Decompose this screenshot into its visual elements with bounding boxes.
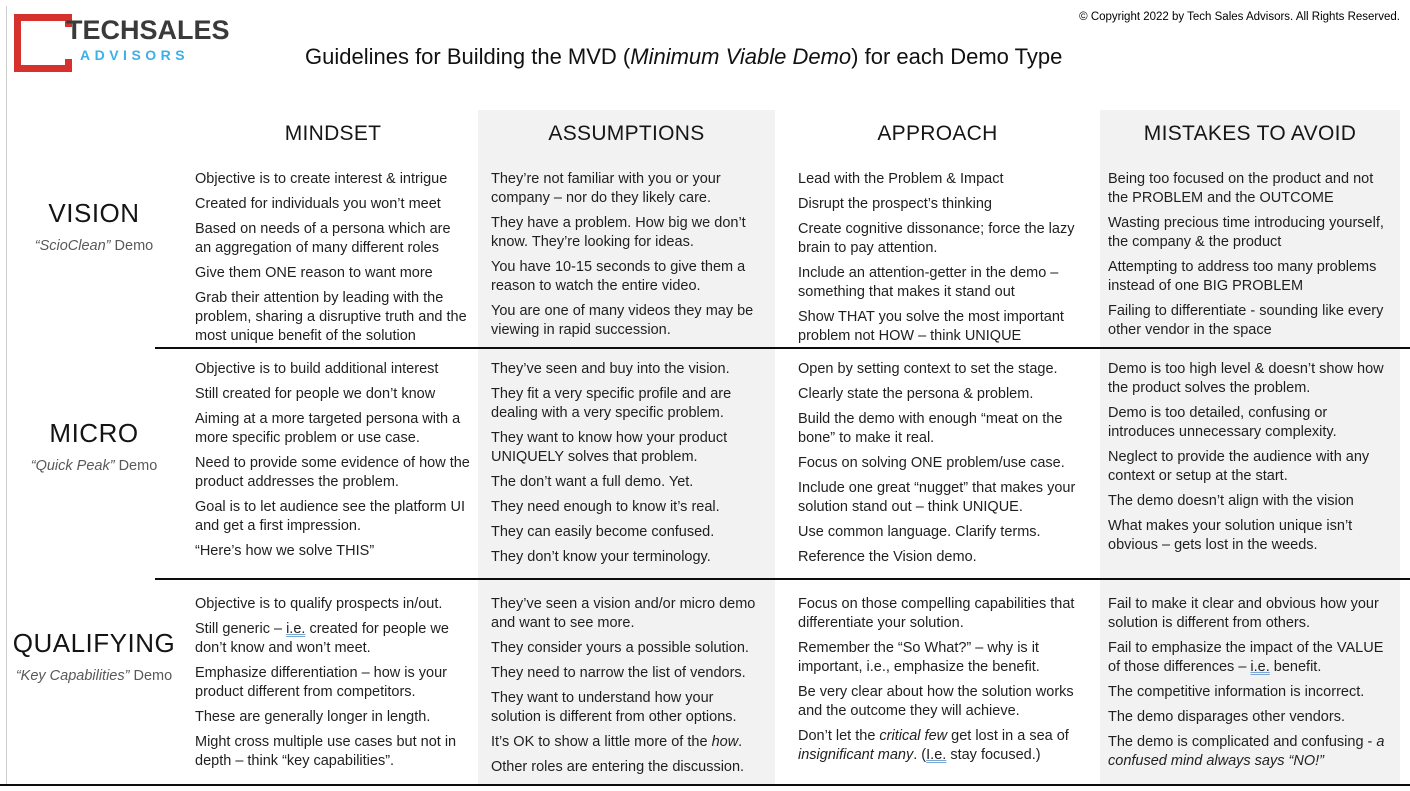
text-run: They consider yours a possible solution. [491, 640, 749, 656]
text-run: i.e. [1250, 659, 1270, 675]
cell-item [491, 758, 763, 777]
cell-item [491, 429, 763, 467]
cell-item [1108, 517, 1390, 555]
cell-item [798, 264, 1082, 302]
text-run: The demo doesn’t align with the vision [1108, 493, 1354, 509]
cell-item [798, 360, 1082, 379]
text-run: These are generally longer in length. [195, 709, 431, 725]
text-run: You have 10-15 seconds to give them a reason to watch the entire video. [491, 259, 746, 294]
text-run: stay focused.) [946, 747, 1041, 763]
row-separator [155, 347, 1410, 349]
text-run: Reference the Vision demo. [798, 549, 977, 565]
row-header-cell [0, 170, 188, 352]
text-run: Neglect to provide the audience with any context or setup at the start. [1108, 449, 1370, 484]
cell-item [798, 195, 1082, 214]
cell-item [491, 258, 763, 296]
text-run: Remember the “So What?” – why is it important, i.e., emphasize the benefit. [798, 640, 1040, 675]
text-run: Emphasize differentiation – how is your product different from competitors. [195, 665, 448, 700]
text-run: Demo [114, 458, 158, 474]
cell-item [195, 620, 470, 658]
row-label: QUALIFYING [12, 628, 176, 658]
cell-item [1108, 683, 1390, 702]
row-sublabel [0, 458, 188, 474]
text-run: Aiming at a more targeted persona with a more specific problem or use case. [195, 411, 461, 446]
cell-item [491, 548, 763, 567]
text-run: “Key Capabilities” [15, 668, 130, 684]
cell-approach [775, 595, 1100, 784]
text-run: They want to know how your product UNIQUELY solves that problem. [491, 430, 728, 465]
text-run: It’s OK to show a little more of the [491, 734, 712, 750]
text-run: I.e. [926, 747, 947, 763]
row-label: VISION [48, 198, 140, 228]
text-run: Focus on solving ONE problem/use case. [798, 455, 1065, 471]
cell-item [491, 473, 763, 492]
text-run: Use common language. Clarify terms. [798, 524, 1041, 540]
text-run: Build the demo with enough “meat on the bone” to make it real. [798, 411, 1063, 446]
text-run: Being too focused on the product and not the PROBLEM and the OUTCOME [1108, 171, 1374, 206]
table-body [0, 158, 1400, 784]
text-run: Created for individuals you won’t meet [195, 196, 441, 212]
cell-item [798, 385, 1082, 404]
row-separator [155, 578, 1410, 580]
cell-assumptions [478, 360, 775, 578]
text-run: They don’t know your terminology. [491, 549, 711, 565]
column-header-row [0, 110, 1400, 158]
text-run: Objective is to create interest & intrigue [195, 171, 448, 187]
text-run: They want to understand how your solution is different from other options. [491, 690, 737, 725]
cell-item [491, 498, 763, 517]
text-run: insignificant many [798, 747, 914, 763]
techsales-logo [14, 13, 230, 75]
cell-item [798, 523, 1082, 542]
cell-item [1108, 448, 1390, 486]
text-run: Be very clear about how the solution works and the outcome they will achieve. [798, 684, 1074, 719]
text-run: Clearly state the persona & problem. [798, 386, 1034, 402]
copyright-notice: © Copyright 2022 by Tech Sales Advisors. All Rights Reserved. [1079, 11, 1400, 23]
text-run: What makes your solution unique isn’t obvious – gets lost in the weeds. [1108, 518, 1353, 553]
row-sublabel [0, 238, 188, 254]
cell-item [1108, 708, 1390, 727]
text-run: Give them ONE reason to want more [195, 265, 433, 281]
logo-subtitle: ADVISORS [80, 47, 190, 63]
column-header-approach: APPROACH [877, 122, 998, 145]
text-run: Disrupt the prospect’s thinking [798, 196, 992, 212]
cell-item [798, 479, 1082, 517]
table-row-qualifying [0, 578, 1400, 784]
cell-item [195, 595, 470, 614]
text-run: critical few [879, 728, 948, 744]
text-run: benefit. [1269, 659, 1322, 675]
cell-mindset [188, 360, 478, 578]
cell-item [491, 170, 763, 208]
cell-item [195, 195, 470, 214]
cell-mistakes [1100, 360, 1400, 578]
cell-item [195, 664, 470, 702]
text-run: Include an attention-getter in the demo – something that makes it stand out [798, 265, 1059, 300]
text-run: Wasting precious time introducing yourself, the company & the product [1108, 215, 1384, 250]
logo-frame-icon [14, 14, 65, 72]
text-run: Might cross multiple use cases but not in depth – think “key capabilities”. [195, 734, 457, 769]
text-run: Attempting to address too many problems instead of one BIG PROBLEM [1108, 259, 1377, 294]
text-run: Demo [129, 668, 173, 684]
cell-item [798, 639, 1082, 677]
cell-item [1108, 214, 1390, 252]
row-label: MICRO [49, 418, 139, 448]
cell-assumptions [478, 170, 775, 352]
text-run: Lead with the Problem & Impact [798, 171, 1004, 187]
cell-item [195, 708, 470, 727]
cell-item [798, 548, 1082, 567]
cell-item [798, 308, 1082, 346]
text-run: They have a problem. How big we don’t know. They’re looking for ideas. [491, 215, 746, 250]
cell-approach [775, 360, 1100, 578]
cell-item [195, 454, 470, 492]
text-run: They need to narrow the list of vendors. [491, 665, 746, 681]
text-run: Grab their attention by leading with the problem, sharing a disruptive truth and the most unique benefit of the solution [195, 290, 467, 344]
text-run: Show THAT you solve the most important problem not HOW – think UNIQUE [798, 309, 1064, 344]
text-run: The don’t want a full demo. Yet. [491, 474, 694, 490]
text-run: Need to provide some evidence of how the product addresses the problem. [195, 455, 470, 490]
cell-item [798, 727, 1082, 765]
cell-item [798, 595, 1082, 633]
title-italic: Minimum Viable Demo [630, 44, 852, 69]
text-run: Demo is too high level & doesn’t show how the product solves the problem. [1108, 361, 1384, 396]
text-run: Fail to make it clear and obvious how your solution is different from others. [1108, 596, 1379, 631]
cell-item [491, 302, 763, 340]
cell-item [1108, 492, 1390, 511]
cell-item [1108, 733, 1390, 771]
text-run: Create cognitive dissonance; force the lazy brain to pay attention. [798, 221, 1075, 256]
cell-item [195, 220, 470, 258]
text-run: Still created for people we don’t know [195, 386, 436, 402]
column-header-mistakes: MISTAKES TO AVOID [1143, 122, 1357, 145]
cell-mistakes [1100, 595, 1400, 784]
text-run: Open by setting context to set the stage. [798, 361, 1058, 377]
cell-item [195, 410, 470, 448]
text-run: Include one great “nugget” that makes your solution stand out – think UNIQUE. [798, 480, 1076, 515]
text-run: The demo is complicated and confusing - [1108, 734, 1377, 750]
cell-approach [775, 170, 1100, 352]
cell-item [491, 595, 763, 633]
text-run: They’ve seen and buy into the vision. [491, 361, 730, 377]
cell-item [1108, 170, 1390, 208]
text-run: Failing to differentiate - sounding like every other vendor in the space [1108, 303, 1384, 338]
cell-item [491, 664, 763, 683]
text-run: “Quick Peak” [30, 458, 115, 474]
cell-item [798, 220, 1082, 258]
cell-item [798, 170, 1082, 189]
cell-item [195, 170, 470, 189]
cell-item [491, 360, 763, 379]
text-run: Focus on those compelling capabilities that differentiate your solution. [798, 596, 1075, 631]
text-run: . [738, 734, 743, 750]
text-run: Objective is to qualify prospects in/out. [195, 596, 443, 612]
cell-item [1108, 258, 1390, 296]
cell-item [195, 733, 470, 771]
logo-wordmark: TECHSALES [66, 15, 230, 45]
text-run: The demo disparages other vendors. [1108, 709, 1345, 725]
cell-item [195, 542, 470, 561]
cell-item [1108, 404, 1390, 442]
text-run: They can easily become confused. [491, 524, 715, 540]
cell-item [1108, 639, 1390, 677]
cell-item [491, 385, 763, 423]
logo-frame-stub [65, 59, 72, 72]
column-header-mindset: MINDSET [284, 122, 382, 145]
text-run: The competitive information is incorrect. [1108, 684, 1365, 700]
cell-item [491, 689, 763, 727]
column-header-assumptions: ASSUMPTIONS [548, 122, 705, 145]
cell-mindset [188, 170, 478, 352]
cell-item [1108, 360, 1390, 398]
cell-item [798, 683, 1082, 721]
table-row-vision [0, 158, 1400, 347]
row-header-cell [0, 360, 188, 578]
text-run: created for people we don’t know and won’t meet. [195, 621, 449, 656]
text-run: Other roles are entering the discussion. [491, 759, 745, 775]
text-run: Objective is to build additional interest [195, 361, 439, 377]
guidelines-table [0, 110, 1400, 784]
cell-item [195, 360, 470, 379]
text-run: Don’t let the [798, 728, 880, 744]
row-sublabel [0, 668, 188, 684]
cell-item [491, 214, 763, 252]
table-row-micro [0, 347, 1400, 578]
cell-item [798, 410, 1082, 448]
cell-item [798, 454, 1082, 473]
text-run: They’ve seen a vision and/or micro demo and want to see more. [491, 596, 756, 631]
page-title [305, 44, 1062, 70]
bottom-border-line [0, 784, 1410, 786]
cell-item [491, 523, 763, 542]
text-run: get lost in a sea of [947, 728, 1069, 744]
text-run: a confused mind always says “NO!” [1108, 734, 1385, 769]
text-run: Demo [110, 238, 154, 254]
title-prefix: Guidelines for Building the MVD ( [305, 44, 631, 69]
cell-mindset [188, 595, 478, 784]
cell-item [195, 264, 470, 283]
cell-item [1108, 595, 1390, 633]
text-run: Based on needs of a persona which are an aggregation of many different roles [195, 221, 451, 256]
cell-item [491, 733, 763, 752]
text-run: Demo is too detailed, confusing or introduces unnecessary complexity. [1108, 405, 1337, 440]
text-run: They need enough to know it’s real. [491, 499, 720, 515]
cell-item [195, 498, 470, 536]
cell-item [195, 385, 470, 404]
text-run: Goal is to let audience see the platform UI and get a first impression. [195, 499, 466, 534]
text-run: . ( [913, 747, 927, 763]
text-run: Fail to emphasize the impact of the VALUE of those differences – [1108, 640, 1384, 675]
cell-item [195, 289, 470, 346]
text-run: You are one of many videos they may be viewing in rapid succession. [491, 303, 754, 338]
text-run: “ScioClean” [34, 238, 111, 254]
text-run: “Here’s how we solve THIS” [195, 543, 375, 559]
row-header-cell [0, 595, 188, 784]
cell-item [1108, 302, 1390, 340]
text-run: They’re not familiar with you or your company – nor do they likely care. [491, 171, 721, 206]
title-suffix: ) for each Demo Type [851, 44, 1063, 69]
text-run: how [711, 734, 739, 750]
cell-assumptions [478, 595, 775, 784]
cell-item [491, 639, 763, 658]
cell-mistakes [1100, 170, 1400, 352]
text-run: Still generic – [195, 621, 287, 637]
text-run: i.e. [286, 621, 306, 637]
text-run: They fit a very specific profile and are dealing with a very specific problem. [491, 386, 732, 421]
